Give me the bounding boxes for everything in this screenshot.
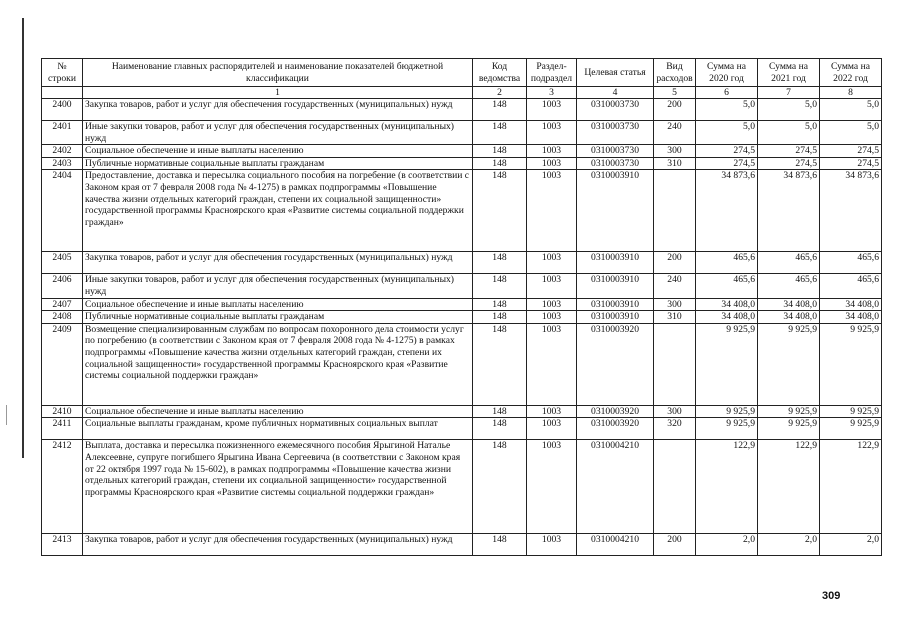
- header-row: [42, 59, 882, 87]
- row-target-article: 0310003910: [577, 252, 654, 274]
- row-sum-2021: 2,0: [758, 534, 820, 556]
- row-name: Закупка товаров, работ и услуг для обеспечения государственных (муниципальных) нужд: [83, 252, 473, 274]
- row-sum-2021: 122,9: [758, 440, 820, 534]
- row-section: 1003: [527, 145, 577, 158]
- column-number: 8: [820, 87, 882, 99]
- row-section: 1003: [527, 311, 577, 324]
- row-sum-2022: 122,9: [820, 440, 882, 534]
- table-row: [42, 323, 882, 405]
- row-department-code: 148: [473, 157, 527, 170]
- row-sum-2022: 274,5: [820, 157, 882, 170]
- row-sum-2020: 274,5: [696, 157, 758, 170]
- row-sum-2020: 5,0: [696, 99, 758, 121]
- header-sum-2022: Сумма на 2022 год: [820, 59, 882, 87]
- row-section: 1003: [527, 534, 577, 556]
- row-department-code: 148: [473, 405, 527, 418]
- row-target-article: 0310003920: [577, 405, 654, 418]
- row-name: Предоставление, доставка и пересылка социального пособия на погребение (в соответствии с Законом края от 7 февраля 2008 года № 4-1275) в рамках подпрограммы «Повышение качества жизни отдельных категорий граждан, степени их социальной защищенности» государственной программы Красноярского края «Развитие системы социальной поддержки граждан»: [83, 170, 473, 252]
- row-sum-2021: 34 408,0: [758, 311, 820, 324]
- row-section: 1003: [527, 157, 577, 170]
- table-row: [42, 252, 882, 274]
- row-sum-2021: 5,0: [758, 121, 820, 145]
- row-expense-type: 300: [654, 298, 696, 311]
- row-sum-2021: 9 925,9: [758, 323, 820, 405]
- row-sum-2020: 274,5: [696, 145, 758, 158]
- row-sum-2021: 465,6: [758, 274, 820, 298]
- row-expense-type: 310: [654, 311, 696, 324]
- row-number: 2413: [42, 534, 83, 556]
- margin-mark: [6, 405, 7, 425]
- row-name: Закупка товаров, работ и услуг для обеспечения государственных (муниципальных) нужд: [83, 534, 473, 556]
- row-department-code: 148: [473, 145, 527, 158]
- row-sum-2022: 274,5: [820, 145, 882, 158]
- row-sum-2022: 9 925,9: [820, 323, 882, 405]
- row-target-article: 0310003910: [577, 298, 654, 311]
- row-sum-2022: 5,0: [820, 121, 882, 145]
- row-department-code: 148: [473, 418, 527, 440]
- row-target-article: 0310004210: [577, 534, 654, 556]
- row-sum-2021: 465,6: [758, 252, 820, 274]
- row-department-code: 148: [473, 252, 527, 274]
- header-department-code: Код ведомства: [473, 59, 527, 87]
- table-row: [42, 405, 882, 418]
- row-sum-2020: 9 925,9: [696, 418, 758, 440]
- row-target-article: 0310003730: [577, 145, 654, 158]
- row-name: Выплата, доставка и пересылка пожизненного ежемесячного пособия Ярыгиной Наталье Алексеевне, супруге погибшего Ярыгина Ивана Сергеевича (в соответствии с Законом края от 22 октября 1997 года № 15-602), в рамках подпрограммы «Повышение качества жизни отдельных категорий граждан, степени их социальной защищенности» государственной программы Красноярского края «Развитие системы социальной поддержки граждан»: [83, 440, 473, 534]
- row-sum-2020: 34 873,6: [696, 170, 758, 252]
- column-number: 3: [527, 87, 577, 99]
- row-section: 1003: [527, 170, 577, 252]
- row-department-code: 148: [473, 170, 527, 252]
- row-expense-type: 200: [654, 534, 696, 556]
- column-number: 5: [654, 87, 696, 99]
- row-expense-type: 300: [654, 145, 696, 158]
- row-sum-2021: 5,0: [758, 99, 820, 121]
- table-row: [42, 418, 882, 440]
- row-target-article: 0310004210: [577, 440, 654, 534]
- row-section: 1003: [527, 99, 577, 121]
- table-row: [42, 99, 882, 121]
- page-number: 309: [822, 590, 841, 602]
- row-number: 2412: [42, 440, 83, 534]
- row-department-code: 148: [473, 274, 527, 298]
- row-target-article: 0310003910: [577, 274, 654, 298]
- header-sum-2021: Сумма на 2021 год: [758, 59, 820, 87]
- row-department-code: 148: [473, 440, 527, 534]
- row-number: 2401: [42, 121, 83, 145]
- row-section: 1003: [527, 323, 577, 405]
- row-section: 1003: [527, 298, 577, 311]
- row-expense-type: 200: [654, 252, 696, 274]
- row-name: Закупка товаров, работ и услуг для обеспечения государственных (муниципальных) нужд: [83, 99, 473, 121]
- row-target-article: 0310003920: [577, 418, 654, 440]
- header-sum-2020: Сумма на 2020 год: [696, 59, 758, 87]
- row-section: 1003: [527, 405, 577, 418]
- row-sum-2021: 9 925,9: [758, 405, 820, 418]
- table-row: [42, 121, 882, 145]
- row-department-code: 148: [473, 99, 527, 121]
- table-row: [42, 534, 882, 556]
- row-number: 2405: [42, 252, 83, 274]
- row-section: 1003: [527, 418, 577, 440]
- row-section: 1003: [527, 252, 577, 274]
- row-target-article: 0310003730: [577, 157, 654, 170]
- row-department-code: 148: [473, 311, 527, 324]
- row-name: Социальное обеспечение и иные выплаты населению: [83, 145, 473, 158]
- row-sum-2022: 465,6: [820, 252, 882, 274]
- table-row: [42, 145, 882, 158]
- row-number: 2410: [42, 405, 83, 418]
- row-sum-2020: 34 408,0: [696, 311, 758, 324]
- row-sum-2021: 34 408,0: [758, 298, 820, 311]
- budget-table: [41, 58, 882, 556]
- row-number: 2411: [42, 418, 83, 440]
- row-expense-type: 310: [654, 157, 696, 170]
- row-name: Иные закупки товаров, работ и услуг для обеспечения государственных (муниципальных) нужд: [83, 274, 473, 298]
- column-number: 2: [473, 87, 527, 99]
- row-sum-2022: 2,0: [820, 534, 882, 556]
- row-number: 2408: [42, 311, 83, 324]
- row-sum-2020: 9 925,9: [696, 323, 758, 405]
- column-number: 6: [696, 87, 758, 99]
- row-sum-2022: 34 873,6: [820, 170, 882, 252]
- header-row-number: № строки: [42, 59, 83, 87]
- table-row: [42, 170, 882, 252]
- row-department-code: 148: [473, 534, 527, 556]
- row-name: Публичные нормативные социальные выплаты гражданам: [83, 311, 473, 324]
- row-name: Социальные выплаты гражданам, кроме публичных нормативных социальных выплат: [83, 418, 473, 440]
- row-sum-2020: 9 925,9: [696, 405, 758, 418]
- row-expense-type: [654, 170, 696, 252]
- row-section: 1003: [527, 274, 577, 298]
- column-number-row: [42, 87, 882, 99]
- row-expense-type: [654, 323, 696, 405]
- row-target-article: 0310003730: [577, 99, 654, 121]
- row-sum-2020: 465,6: [696, 252, 758, 274]
- table-row: [42, 440, 882, 534]
- row-sum-2020: 34 408,0: [696, 298, 758, 311]
- row-name: Публичные нормативные социальные выплаты гражданам: [83, 157, 473, 170]
- header-target-article: Целевая статья: [577, 59, 654, 87]
- header-name: Наименование главных распорядителей и наименование показателей бюджетной классификации: [83, 59, 473, 87]
- header-expense-type: Вид расходов: [654, 59, 696, 87]
- row-sum-2022: 465,6: [820, 274, 882, 298]
- margin-line: [22, 18, 24, 458]
- row-target-article: 0310003920: [577, 323, 654, 405]
- row-department-code: 148: [473, 323, 527, 405]
- row-name: Иные закупки товаров, работ и услуг для обеспечения государственных (муниципальных) нужд: [83, 121, 473, 145]
- row-sum-2021: 34 873,6: [758, 170, 820, 252]
- column-number: [42, 87, 83, 99]
- table-row: [42, 311, 882, 324]
- row-number: 2404: [42, 170, 83, 252]
- row-number: 2406: [42, 274, 83, 298]
- row-target-article: 0310003730: [577, 121, 654, 145]
- row-name: Социальное обеспечение и иные выплаты населению: [83, 405, 473, 418]
- row-sum-2022: 9 925,9: [820, 405, 882, 418]
- row-target-article: 0310003910: [577, 311, 654, 324]
- row-sum-2022: 34 408,0: [820, 298, 882, 311]
- row-sum-2022: 9 925,9: [820, 418, 882, 440]
- header-section: Раздел-подраздел: [527, 59, 577, 87]
- table-row: [42, 298, 882, 311]
- row-name: Возмещение специализированным службам по вопросам похоронного дела стоимости услуг по погребению (в соответствии с Законом края от 7 февраля 2008 года № 4-1275) в рамках подпрограммы «Повышение качества жизни отдельных категорий граждан, степени их социальной защищенности» государственной программы Красноярского края «Развитие системы социальной поддержки граждан»: [83, 323, 473, 405]
- row-sum-2020: 5,0: [696, 121, 758, 145]
- row-section: 1003: [527, 121, 577, 145]
- row-number: 2409: [42, 323, 83, 405]
- row-expense-type: 240: [654, 121, 696, 145]
- row-sum-2020: 122,9: [696, 440, 758, 534]
- row-number: 2400: [42, 99, 83, 121]
- row-expense-type: 300: [654, 405, 696, 418]
- row-sum-2021: 9 925,9: [758, 418, 820, 440]
- table-row: [42, 157, 882, 170]
- row-number: 2402: [42, 145, 83, 158]
- row-section: 1003: [527, 440, 577, 534]
- row-number: 2403: [42, 157, 83, 170]
- row-expense-type: 240: [654, 274, 696, 298]
- row-department-code: 148: [473, 121, 527, 145]
- row-sum-2022: 5,0: [820, 99, 882, 121]
- row-expense-type: 200: [654, 99, 696, 121]
- row-department-code: 148: [473, 298, 527, 311]
- row-expense-type: [654, 440, 696, 534]
- row-sum-2020: 2,0: [696, 534, 758, 556]
- row-number: 2407: [42, 298, 83, 311]
- row-expense-type: 320: [654, 418, 696, 440]
- column-number: 7: [758, 87, 820, 99]
- row-sum-2021: 274,5: [758, 145, 820, 158]
- column-number: 4: [577, 87, 654, 99]
- row-sum-2020: 465,6: [696, 274, 758, 298]
- row-sum-2022: 34 408,0: [820, 311, 882, 324]
- column-number: 1: [83, 87, 473, 99]
- row-target-article: 0310003910: [577, 170, 654, 252]
- row-name: Социальное обеспечение и иные выплаты населению: [83, 298, 473, 311]
- row-sum-2021: 274,5: [758, 157, 820, 170]
- table-row: [42, 274, 882, 298]
